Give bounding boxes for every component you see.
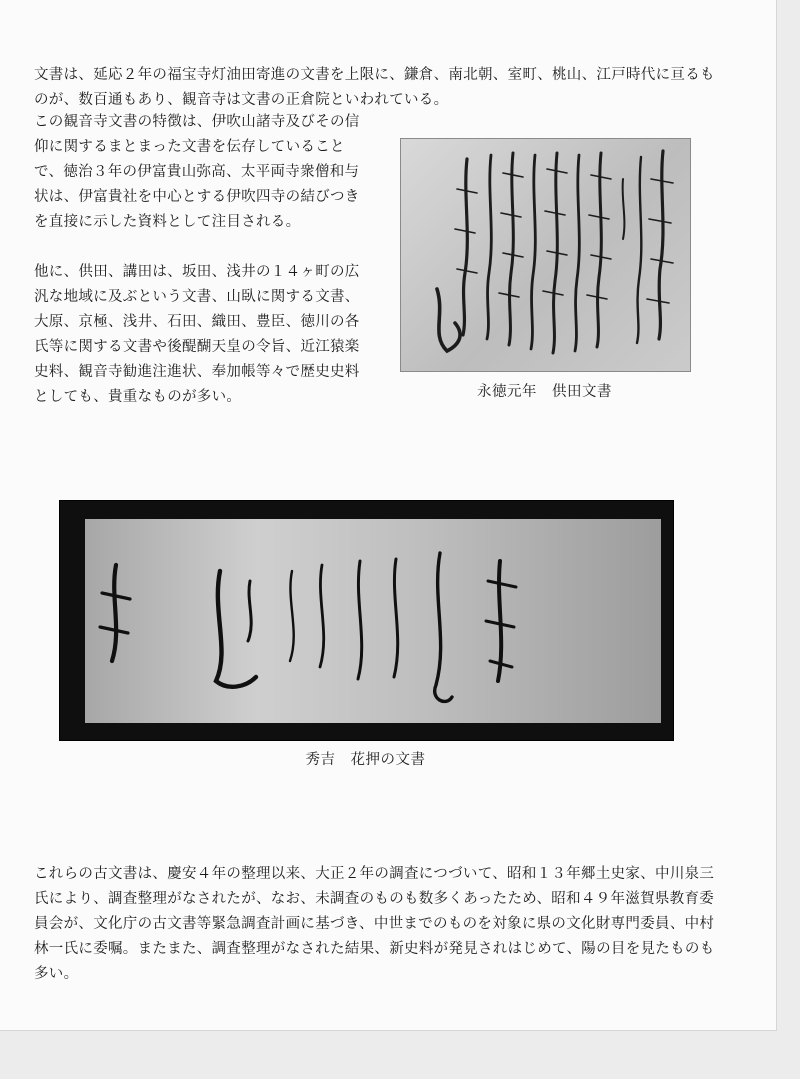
feature-paragraph: この観音寺文書の特徴は、伊吹山諸寺及びその信仰に関するまとまった文書を伝存していることで、徳治３年の伊富貴山弥高、太平両寺衆僧和与状は、伊富貴社を中心とする伊吹四寺の結びつきを直接に示した資料として注目される。 bbox=[34, 114, 360, 230]
bottom-paragraph: これらの古文書は、慶安４年の整理以来、大正２年の調査につづいて、昭和１３年郷土史家、中川泉三氏により、調査整理がなされたが、なお、未調査のものも数多くあったため、昭和４９年滋賀県教育委員会が、文化庁の古文書等緊急調査計画に基づき、中世までのものを対象に県の文化財専門委員、中村林一氏に委嘱。またまた、調査整理がなされた結果、新史料が発見されはじめて、陽の目を見たものも多い。 bbox=[34, 866, 715, 982]
others-paragraph: 他に、供田、講田は、坂田、浅井の１４ヶ町の広汎な地域に及ぶという文書、山臥に関する文書、大原、京極、浅井、石田、織田、豊臣、徳川の各氏等に関する文書や後醍醐天皇の令旨、近江猿楽史料、観音寺勧進注進状、奉加帳等々で歴史史料としても、貴重なものが多い。 bbox=[34, 264, 360, 405]
handwritten-kao-graphic bbox=[60, 501, 673, 740]
eitoku-document-caption: 永徳元年 供田文書 bbox=[477, 384, 612, 400]
handwritten-calligraphy-graphic bbox=[401, 139, 690, 371]
eitoku-document-photo bbox=[400, 138, 691, 372]
hideyoshi-document-caption: 秀吉 花押の文書 bbox=[305, 752, 426, 768]
hideyoshi-document-photo bbox=[59, 500, 674, 741]
intro-paragraph: 文書は、延応２年の福宝寺灯油田寄進の文書を上限に、鎌倉、南北朝、室町、桃山、江戸時代に亘るものが、数百通もあり、観音寺は文書の正倉院といわれている。 bbox=[34, 67, 715, 108]
